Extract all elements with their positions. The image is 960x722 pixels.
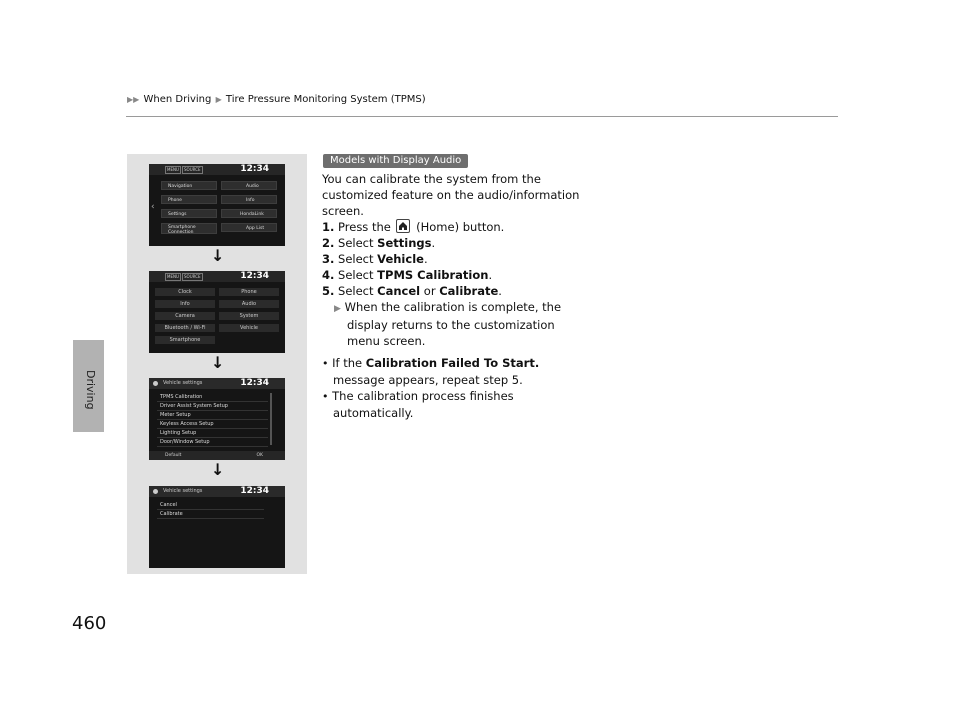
clock-display: 12:34: [240, 164, 269, 174]
list-item: Lighting Setup: [157, 429, 268, 438]
side-tab-label: Driving: [84, 370, 97, 410]
down-arrow-icon: ↓: [211, 460, 225, 479]
intro-line: customized feature on the audio/information: [322, 188, 580, 202]
setting-system: System: [219, 312, 279, 320]
tile-info: Info: [221, 195, 277, 204]
screen-header: [149, 486, 285, 497]
header-divider: [126, 116, 838, 117]
source-button: SOURCE: [184, 274, 201, 279]
clock-display: 12:34: [240, 486, 269, 496]
breadcrumb: [126, 94, 426, 105]
down-arrow-icon: ↓: [211, 353, 225, 372]
screen-title: Vehicle settings: [163, 488, 203, 494]
down-arrow-icon: ↓: [211, 246, 225, 265]
scrollbar: [270, 393, 272, 445]
breadcrumb-part2[interactable]: Tire Pressure Monitoring System (TPMS): [225, 94, 426, 105]
setting-info: Info: [155, 300, 215, 308]
step-2: 2. Select Settings.: [322, 236, 436, 250]
screen-header: [149, 378, 285, 389]
screen-footer: [149, 451, 285, 460]
tile-settings: Settings: [161, 209, 217, 218]
sub-arrow-icon: ▶: [334, 304, 341, 314]
back-icon: [153, 381, 158, 386]
calibrate-screen: [149, 486, 285, 568]
breadcrumb-arrow-icon: ▶▶: [127, 95, 140, 104]
list-item: Calibrate: [157, 510, 264, 519]
list-item: TPMS Calibration: [157, 393, 268, 402]
settings-screen: [149, 271, 285, 353]
intro-line: You can calibrate the system from the: [322, 172, 541, 186]
screen-topbar: [149, 271, 285, 282]
tile-navigation: Navigation: [161, 181, 217, 190]
home-icon: [396, 219, 410, 233]
bullet-item: • The calibration process finishes: [322, 389, 514, 403]
tile-phone: Phone: [161, 195, 217, 204]
step-5: 5. Select Cancel or Calibrate.: [322, 284, 502, 298]
intro-text: [322, 171, 579, 219]
screen-topbar: [149, 164, 285, 175]
step-4: 4. Select TPMS Calibration.: [322, 268, 493, 282]
menu-button: MENU: [167, 167, 179, 172]
bullet-item: • If the Calibration Failed To Start.: [322, 356, 540, 370]
intro-line: screen.: [322, 204, 364, 218]
breadcrumb-arrow-icon: ▶: [215, 95, 222, 104]
step-5-result: ▶ When the calibration is complete, the display returns to the customization menu screen.: [334, 300, 562, 348]
tile-audio: Audio: [221, 181, 277, 190]
setting-camera: Camera: [155, 312, 215, 320]
default-button: Default: [165, 453, 182, 458]
setting-clock: Clock: [155, 288, 215, 296]
bullet-icon: •: [322, 357, 329, 370]
step-3: 3. Select Vehicle.: [322, 252, 428, 266]
list-item: Driver Assist System Setup: [157, 402, 268, 411]
list-item: Door/Window Setup: [157, 438, 268, 447]
step-1: 1. Press the (Home) button.: [322, 220, 505, 234]
clock-display: 12:34: [240, 271, 269, 281]
ok-button: OK: [256, 453, 263, 458]
list-item: Meter Setup: [157, 411, 268, 420]
setting-bluetooth: Bluetooth / Wi-Fi: [155, 324, 215, 332]
setting-phone: Phone: [219, 288, 279, 296]
clock-display: 12:34: [240, 378, 269, 388]
tile-smartphone-connection: Smartphone Connection: [161, 223, 217, 234]
page-number: 460: [72, 613, 107, 634]
home-screen: [149, 164, 285, 246]
menu-button: MENU: [167, 274, 179, 279]
source-button: SOURCE: [184, 167, 201, 172]
list-item: Cancel: [157, 501, 264, 510]
model-badge: Models with Display Audio: [323, 154, 468, 168]
setting-audio: Audio: [219, 300, 279, 308]
steps-list: [322, 219, 561, 349]
notes-list: • If the Calibration Failed To Start. message appears, repeat step 5. • The calibration process finishes automatically.: [322, 356, 540, 420]
back-icon: [153, 489, 158, 494]
bullet-icon: •: [322, 390, 329, 403]
setting-smartphone: Smartphone: [155, 336, 215, 344]
tile-app-list: App List: [221, 223, 277, 232]
chevron-left-icon: ‹: [151, 202, 155, 212]
screen-title: Vehicle settings: [163, 380, 203, 386]
tile-hondalink: HondaLink: [221, 209, 277, 218]
list-item: Keyless Access Setup: [157, 420, 268, 429]
screens-figure: [127, 154, 307, 574]
vehicle-settings-screen: [149, 378, 285, 460]
setting-vehicle: Vehicle: [219, 324, 279, 332]
breadcrumb-part1[interactable]: When Driving: [143, 94, 212, 105]
